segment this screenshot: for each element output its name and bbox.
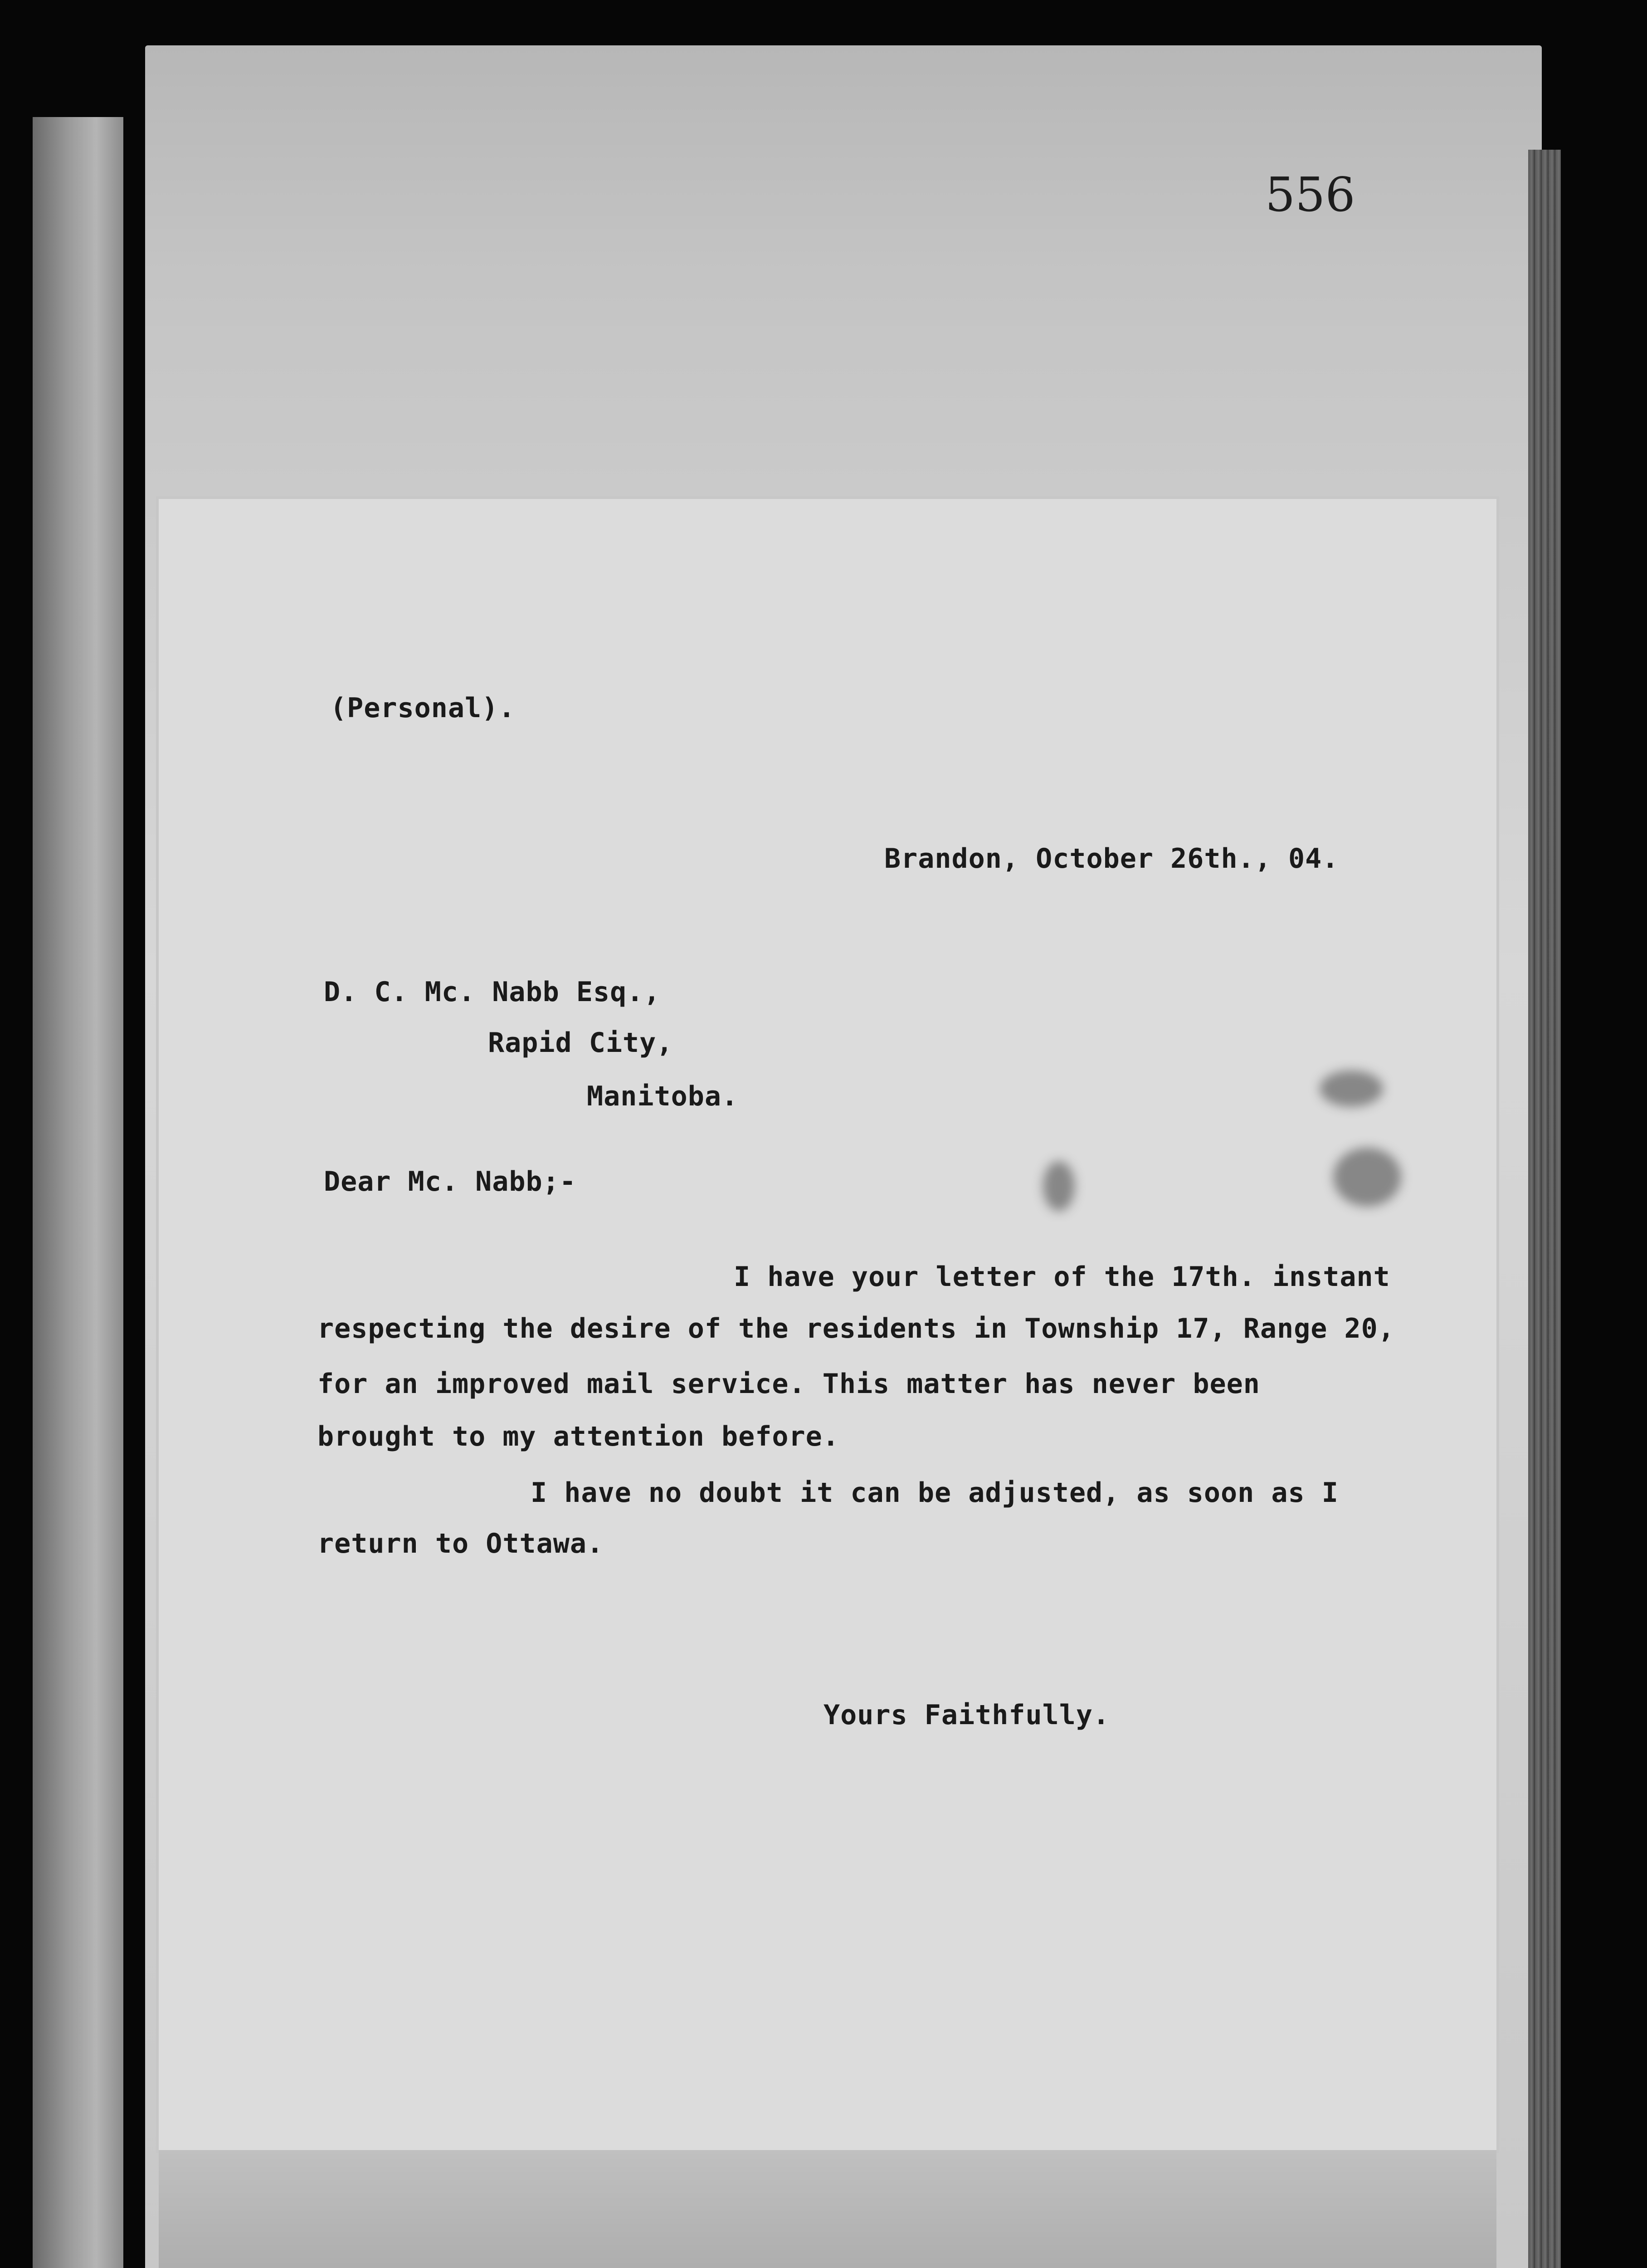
recipient-city: Rapid City, (488, 1027, 673, 1059)
closing: Yours Faithfully. (824, 1699, 1110, 1731)
sheet-bottom-shadow (159, 2150, 1496, 2268)
body-line: for an improved mail service. This matter has never been (317, 1368, 1260, 1400)
page-number: 556 (1265, 167, 1355, 222)
body-line: return to Ottawa. (317, 1528, 604, 1559)
left-page-edge (33, 117, 123, 2268)
body-line: I have no doubt it can be adjusted, as soon as I (531, 1477, 1339, 1509)
recipient-name: D. C. Mc. Nabb Esq., (324, 976, 661, 1008)
salutation: Dear Mc. Nabb;- (324, 1166, 576, 1198)
ink-smudge (1043, 1161, 1075, 1211)
body-line: brought to my attention before. (317, 1421, 839, 1452)
letter-heading: (Personal). (330, 692, 516, 724)
ink-smudge (1333, 1148, 1401, 1207)
body-line: I have your letter of the 17th. instant (734, 1261, 1390, 1293)
body-line: respecting the desire of the residents in Township 17, Range 20, (317, 1313, 1395, 1344)
letter-date: Brandon, October 26th., 04. (884, 843, 1339, 875)
ink-smudge (1320, 1070, 1383, 1107)
recipient-province: Manitoba. (587, 1080, 739, 1112)
page-stack-edge (1528, 150, 1561, 2268)
